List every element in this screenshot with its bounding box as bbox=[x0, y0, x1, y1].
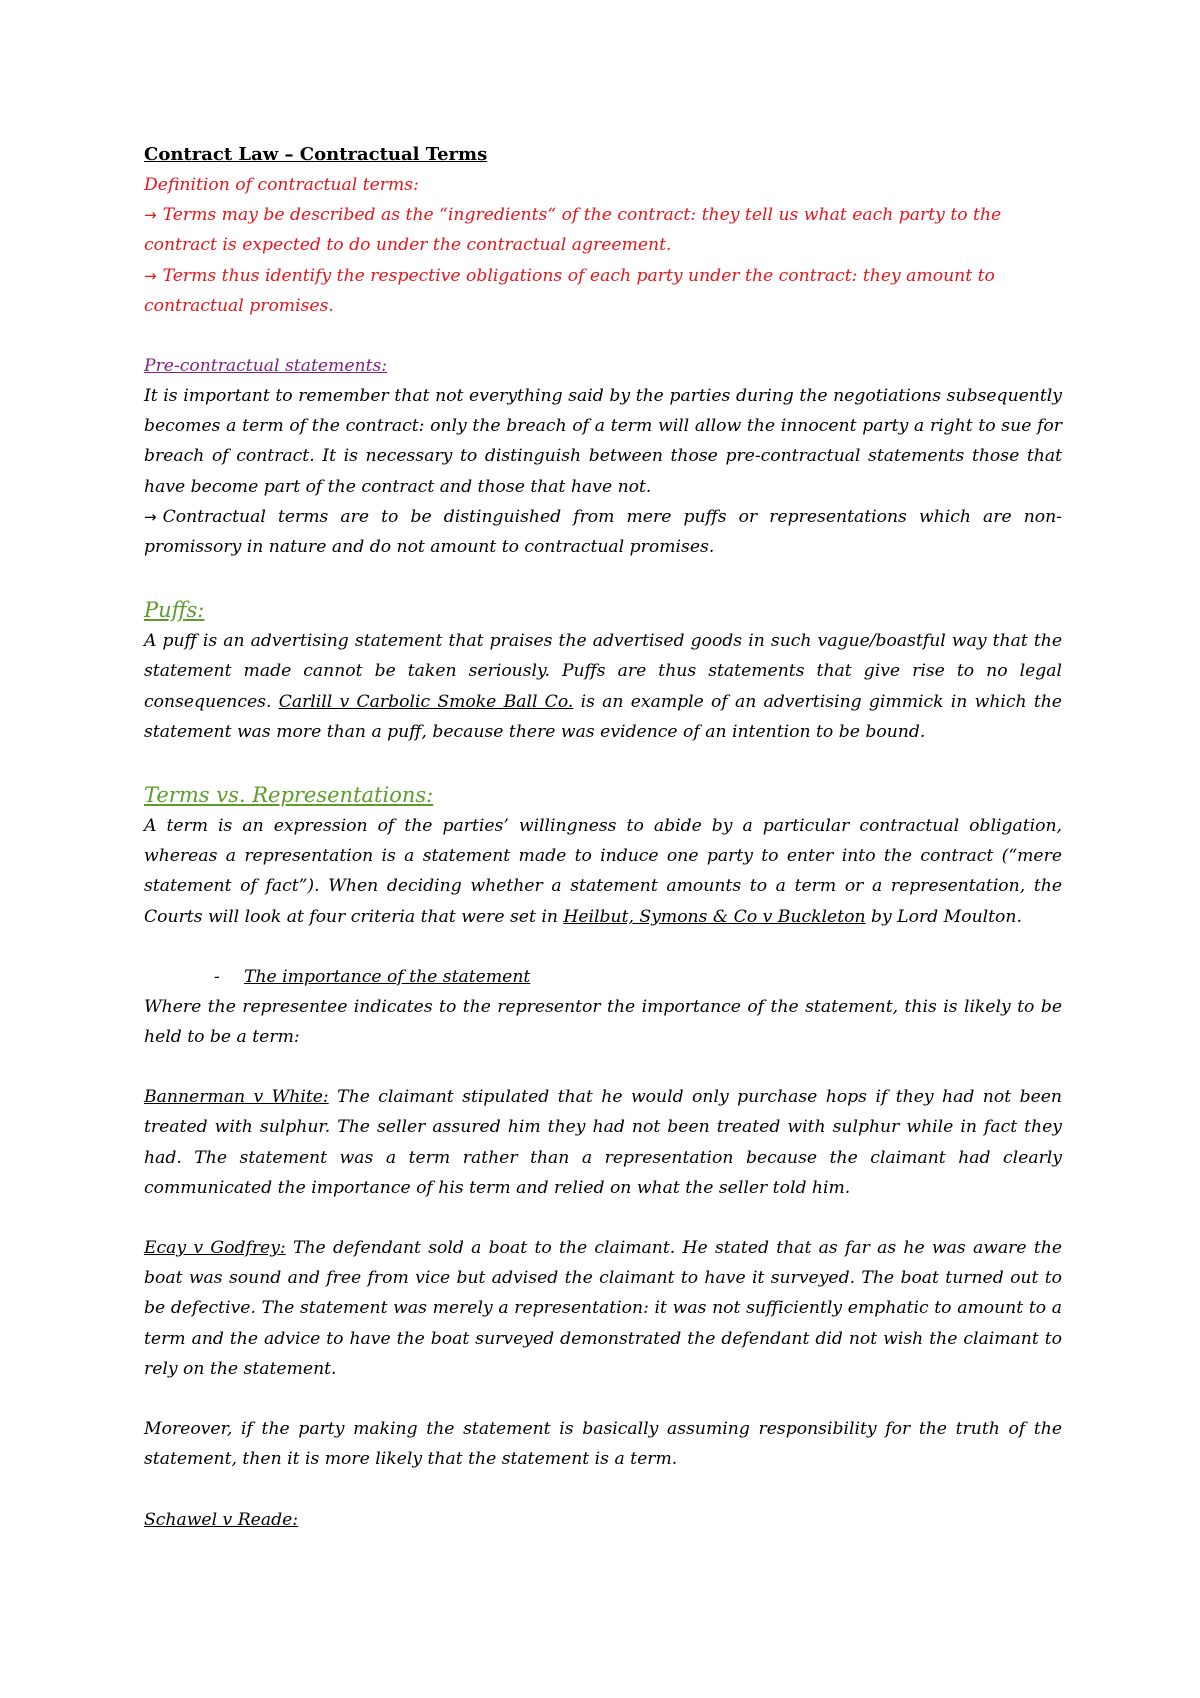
terms-body-text: A term is an expression of the parties’ willingness to abide by a particular contractual obligation, whereas a representation is a statement made to induce one party to enter into the contract (“mere statement of fact”). When deciding whether a statement amounts to a term or a representation, the Courts will look at four criteria that were set in bbox=[144, 816, 1062, 927]
ecay-text: The defendant sold a boat to the claimant. He stated that as far as he was aware the boat was sound and free from vice but advised the claimant to have it surveyed. The boat turned out to be defective. The statement was merely a representation: it was not sufficiently emphatic to amount to a term and the advice to have the boat surveyed demonstrated the defendant did not wish the claimant to rely on the statement. bbox=[144, 1238, 1062, 1379]
puffs-heading: Puffs: bbox=[144, 598, 205, 623]
bullet-dash: - bbox=[214, 966, 220, 987]
case-ecay: Ecay v Godfrey: bbox=[144, 1238, 286, 1259]
arrow-right-icon: → bbox=[144, 266, 157, 285]
terms-vs-representations-section bbox=[144, 779, 1062, 932]
bannerman-paragraph bbox=[144, 1082, 1062, 1203]
case-carlill: Carlill v Carbolic Smoke Ball Co. bbox=[278, 691, 574, 712]
case-bannerman: Bannerman v White: bbox=[144, 1087, 329, 1108]
moreover-paragraph: Moreover, if the party making the statement is basically assuming responsibility for the truth of the statement, then it is more likely that the statement is a term. bbox=[144, 1419, 1062, 1470]
puffs-body-text: A puff is an advertising statement that praises the advertised goods in such vague/boastful way that the statement made cannot be taken seriously. Puffs are thus statements that give rise to no legal consequences. bbox=[144, 631, 1062, 712]
pre-contractual-body: It is important to remember that not everything said by the parties during the negotiations subsequently becomes a term of the contract: only the breach of a term will allow the innocent party a right to sue for breach of contract. It is necessary to distinguish between those pre-contractual statements those that have become part of the contract and those that have not. bbox=[144, 386, 1062, 497]
terms-vs-representations-heading: Terms vs. Representations: bbox=[144, 783, 434, 808]
document-content bbox=[144, 140, 1062, 1535]
case-schawel: Schawel v Reade: bbox=[144, 1509, 299, 1530]
definition-point-1-text: Terms may be described as the “ingredients“ of the contract: they tell us what each party to the contract is expected to do under the contractual agreement. bbox=[144, 205, 1002, 256]
bannerman-text: The claimant stipulated that he would only purchase hops if they had not been treated with sulphur. The seller assured him they had not been treated with sulphur while in fact they had. The statement was a term rather than a representation because the claimant had clearly communicated the importance of his term and relied on what the seller told him. bbox=[144, 1087, 1062, 1198]
terms-vs-representations-body bbox=[144, 811, 1062, 932]
arrow-right-icon: → bbox=[144, 507, 157, 526]
puffs-body-text-2: is an example of an advertising gimmick in which the statement was more than a puff, because there was evidence of an intention to be bound. bbox=[144, 691, 1062, 742]
definition-point-2 bbox=[144, 261, 1062, 321]
importance-heading: The importance of the statement bbox=[244, 966, 531, 987]
pre-contractual-point-text: Contractual terms are to be distinguished from mere puffs or representations which are non-promissory in nature and do not amount to contractual promises. bbox=[144, 506, 1062, 558]
definition-point-2-text: Terms thus identify the respective obligations of each party under the contract: they amount to contractual promises. bbox=[144, 265, 995, 316]
puffs-body bbox=[144, 626, 1062, 747]
pre-contractual-section bbox=[144, 351, 1062, 562]
pre-contractual-point bbox=[144, 502, 1062, 562]
pre-contractual-heading: Pre-contractual statements: bbox=[144, 356, 388, 377]
definition-heading: Definition of contractual terms: bbox=[144, 175, 419, 195]
definition-section bbox=[144, 170, 1062, 321]
importance-intro: Where the representee indicates to the representor the importance of the statement, this is likely to be held to be a term: bbox=[144, 996, 1062, 1048]
importance-bullet bbox=[144, 962, 1062, 992]
terms-body-text-2: by Lord Moulton. bbox=[865, 906, 1022, 927]
ecay-paragraph bbox=[144, 1233, 1062, 1384]
definition-point-1 bbox=[144, 200, 1062, 260]
arrow-right-icon: → bbox=[144, 206, 157, 225]
importance-section bbox=[144, 962, 1062, 1535]
case-heilbut: Heilbut, Symons & Co v Buckleton bbox=[563, 906, 866, 927]
puffs-section bbox=[144, 594, 1062, 747]
page-title: Contract Law – Contractual Terms bbox=[144, 144, 488, 165]
